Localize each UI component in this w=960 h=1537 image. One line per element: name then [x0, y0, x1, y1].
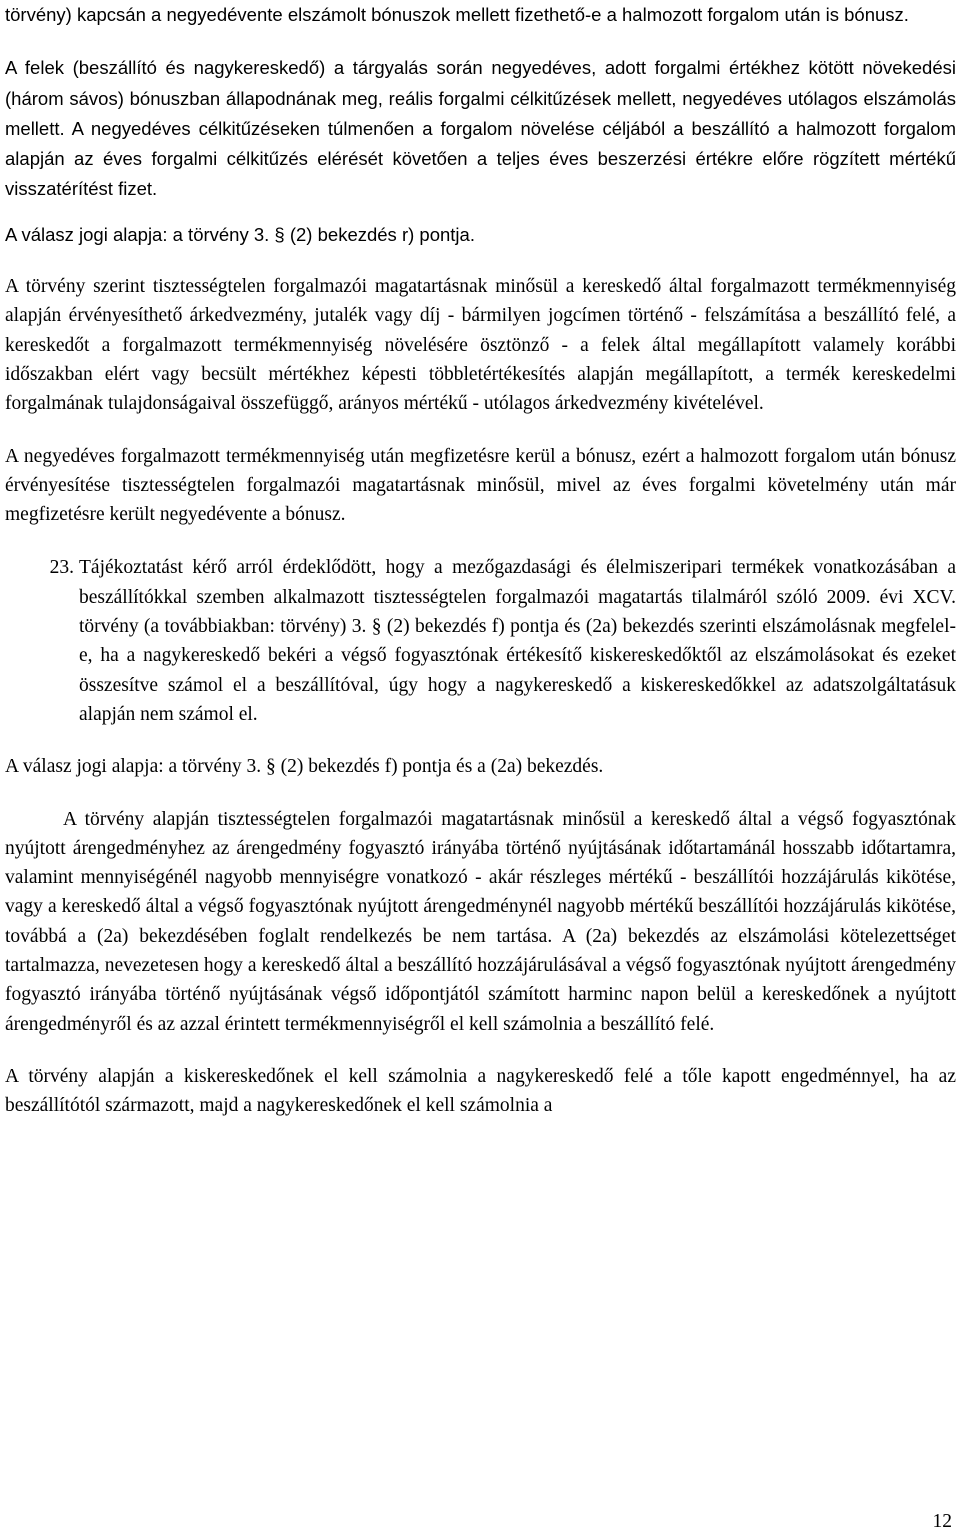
paragraph-bonus-case-part1: A felek (beszállító és nagykereskedő) a tárgyalás során negyedéves, adott forgalmi értékhez kötött növekedési (három sávos) bónuszban állapodnának meg, reális forgalmi célkitűzések mellett, negyedéves utólagos elszámolás mellett. [5, 57, 956, 139]
paragraph-retailer-settlement: A törvény alapján a kiskereskedőnek el kell számolnia a nagykereskedő felé a tőle kapott engedménnyel, ha az beszállítótól származott, majd a nagykereskedőnek el kell számolnia a [5, 1065, 956, 1117]
list-item-text: Tájékoztatást kérő arról érdeklődött, hogy a mezőgazdasági és élelmiszeripari termékek vonatkozásában a beszállítókkal szemben alkalmazott tisztességtelen forgalmazói magatartás tilalmáról szóló 2009. évi XCV. törvény (a továbbiakban: törvény) 3. § (2) bekezdés f) pontja és (2a) bekezdés szerinti elszámolásnak megfelel-e, ha a nagykereskedő bekéri a végső fogyasztónak értékesítő kiskereskedőktől az elszámolásokat és ezeket összesítve számol el a beszállítóval, úgy hogy a nagykereskedő a kiskereskedőkkel az adatszolgáltatásuk alapján nem számol el. [79, 557, 956, 725]
paragraph-bonus-case-part2: A negyedéves célkitűzéseken túlmenően a forgalom növelése céljából a beszállító a halmozott forgalom alapján az éves forgalmi célkitűzés elérését követően a teljes éves beszerzési értékre előre rögzített mértékű visszatérítést fizet. [5, 117, 956, 200]
paragraph-continued: törvény) kapcsán a negyedévente elszámolt bónuszok mellett fizethető-e a halmozott forgalom után is bónusz. [5, 4, 909, 25]
list-item-number: 23. [49, 557, 74, 579]
paragraph-quarterly-bonus: A negyedéves forgalmazott termékmennyiség után megfizetésre kerül a bónusz, ezért a halmozott forgalom után bónusz érvényesítése tisztességtelen forgalmazói magatartásnak minősül, mivel az éves forgalmi követelmény után már megfizetésre került negyedévente a bónusz. [5, 445, 956, 526]
document-page [5, 0, 956, 1121]
legal-basis-r: A válasz jogi alapja: a törvény 3. § (2) bekezdés r) pontja. [5, 223, 475, 245]
legal-basis-f: A válasz jogi alapja: a törvény 3. § (2) bekezdés f) pontja és a (2a) bekezdés. [5, 756, 604, 778]
list-item-23 [5, 553, 956, 729]
paragraph-bonus-case [5, 53, 956, 204]
paragraph-settlement-rules: A törvény alapján tisztességtelen forgalmazói magatartásnak minősül a kereskedő által a végső fogyasztónak nyújtott árengedményhez az árengedmény fogyasztó irányába történő nyújtásának időtartamánál hosszabb időtartamra, valamint mennyiségénél nagyobb mennyiségre vonatkozó - akár részleges mértékű - beszállítói hozzájárulás kikötése, vagy a kereskedő által a végső fogyasztónak nyújtott árengedménynél nagyobb mértékű beszállítói hozzájárulás kikötése, továbbá a (2a) bekezdésében foglalt rendelkezés be nem tartása. A (2a) bekezdés az elszámolási kötelezettséget tartalmazza, nevezetesen hogy a kereskedő által a beszállító hozzájárulásával a végső fogyasztónak nyújtott árengedmény fogyasztó irányába történő nyújtásának végső időpontjától számított harminc napon belül a kereskedőnek a nyújtott árengedményről és az azzal érintett termékmennyiségről el kell számolnia a beszállító felé. [5, 808, 956, 1035]
paragraph-law-definition: A törvény szerint tisztességtelen forgalmazói magatartásnak minősül a kereskedő által forgalmazott termékmennyiség alapján érvényesíthető árkedvezmény, jutalék vagy díj - bármilyen jogcímen történő - felszámítása a beszállító felé, a kereskedőt a forgalmazott termékmennyiség növelésére ösztönző - a felek által megállapított valamely korábbi időszakban elért vagy becsült mértékhez képesti többletértékesítés alapján megállapított, a termék kereskedelmi forgalmának tulajdonságaival összefüggő, arányos mértékű - utólagos árkedvezmény kivételével. [5, 276, 956, 415]
page-number: 12 [932, 1511, 952, 1532]
